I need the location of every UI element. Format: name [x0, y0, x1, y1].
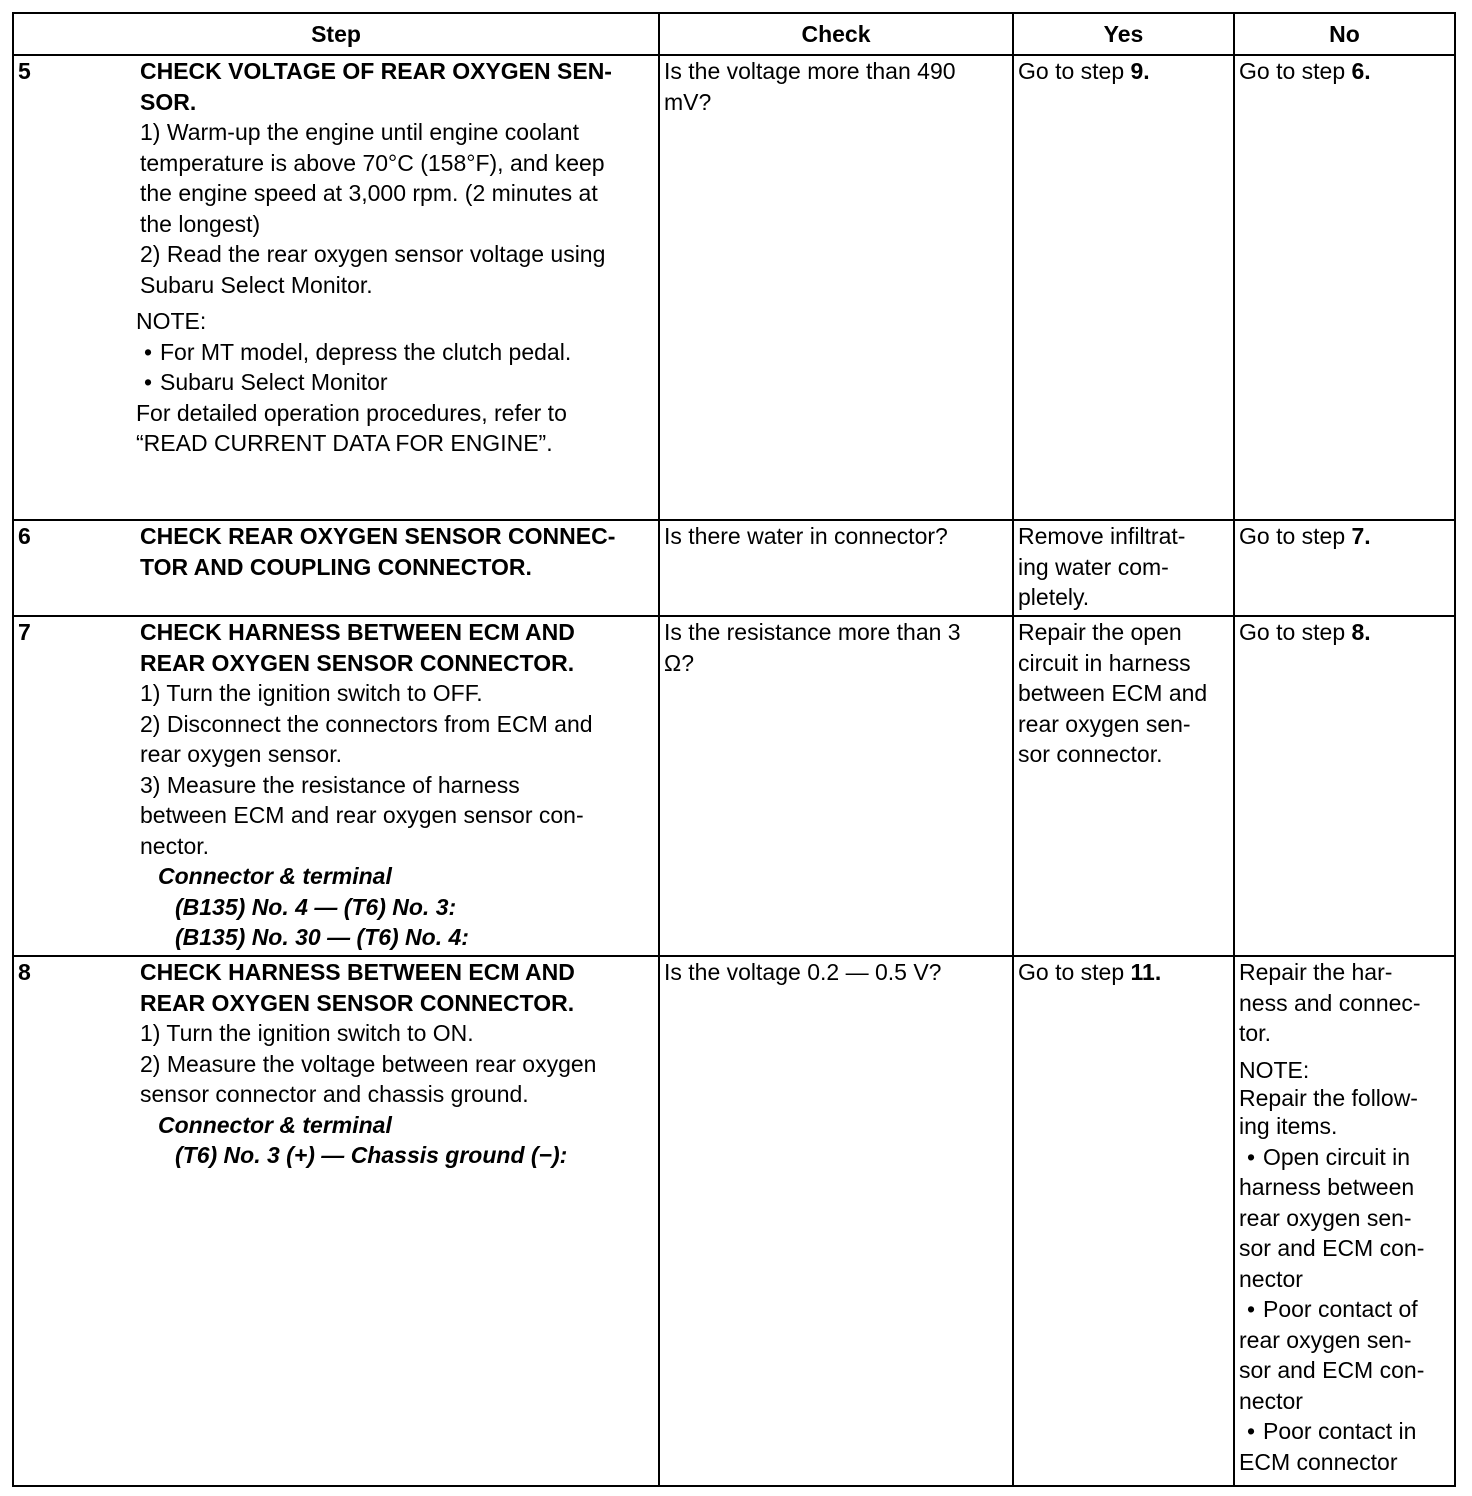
- bullet-text: Subaru Select Monitor: [160, 369, 388, 395]
- bullet-text: sor and ECM con-: [1239, 1357, 1425, 1383]
- check-cell: [659, 55, 1013, 520]
- bullet-text: ECM connector: [1239, 1448, 1398, 1475]
- yes-text: between ECM and: [1018, 680, 1208, 706]
- yes-text: circuit in harness: [1018, 649, 1191, 676]
- diagnostic-table: [12, 12, 1456, 1487]
- bullet-text: sor and ECM con-: [1239, 1235, 1425, 1261]
- yes-cell: [1013, 956, 1234, 1486]
- spec-heading: Connector & terminal: [158, 863, 392, 889]
- spec-line: (T6) No. 3 (+) — Chassis ground (−):: [175, 1142, 568, 1168]
- step-number: 8: [13, 956, 136, 1486]
- yes-cell: [1013, 616, 1234, 956]
- note-heading: NOTE:: [136, 308, 207, 334]
- bullet-mark: •: [1246, 1418, 1256, 1444]
- no-step-ref: 7.: [1351, 523, 1371, 549]
- bullet-mark: •: [1246, 1143, 1256, 1170]
- step-title: SOR.: [140, 88, 197, 115]
- yes-text: rear oxygen sen-: [1018, 710, 1191, 737]
- step-title: TOR AND COUPLING CONNECTOR.: [140, 553, 532, 580]
- note-bullet: [1239, 1294, 1450, 1325]
- step-title: CHECK REAR OXYGEN SENSOR CONNEC-: [140, 523, 616, 549]
- step-number: 6: [13, 520, 136, 616]
- no-text: Go to step: [1239, 523, 1352, 549]
- note-text: For detailed operation procedures, refer to: [136, 399, 567, 426]
- step-text: nector.: [140, 832, 210, 859]
- bullet-text: For MT model, depress the clutch pedal.: [160, 338, 572, 365]
- bullet-mark: •: [143, 338, 153, 365]
- no-text: Go to step: [1239, 619, 1352, 645]
- spec-line: (B135) No. 30 — (T6) No. 4:: [175, 924, 469, 950]
- spec-heading: Connector & terminal: [158, 1111, 392, 1138]
- no-text: tor.: [1239, 1020, 1271, 1046]
- check-text: Is the voltage more than 490: [664, 58, 956, 84]
- note-text: Repair the follow-: [1239, 1085, 1418, 1111]
- no-cell: [1234, 520, 1455, 616]
- header-check: Check: [659, 13, 1013, 55]
- check-text: mV?: [664, 88, 712, 115]
- no-text: Go to step: [1239, 58, 1352, 84]
- step-title: CHECK VOLTAGE OF REAR OXYGEN SEN-: [140, 58, 612, 84]
- bullet-text: Open circuit in: [1263, 1143, 1411, 1170]
- step-text: 1) Turn the ignition switch to OFF.: [140, 680, 483, 706]
- yes-text: Go to step: [1018, 959, 1131, 985]
- bullet-text: Poor contact in: [1263, 1418, 1417, 1444]
- no-cell: [1234, 55, 1455, 520]
- step-text: 1) Turn the ignition switch to ON.: [140, 1020, 474, 1046]
- no-text: ness and connec-: [1239, 989, 1421, 1016]
- check-text: Is the voltage 0.2 — 0.5 V?: [664, 959, 942, 985]
- step-description: [136, 956, 659, 1486]
- check-text: Is there water in connector?: [664, 523, 948, 549]
- step-text: the longest): [140, 210, 261, 237]
- note-text: “READ CURRENT DATA FOR ENGINE”.: [136, 430, 553, 456]
- no-step-ref: 8.: [1351, 619, 1371, 645]
- step-text: rear oxygen sensor.: [140, 741, 343, 767]
- no-cell: [1234, 956, 1455, 1486]
- step-text: 3) Measure the resistance of harness: [140, 771, 520, 798]
- step-text: the engine speed at 3,000 rpm. (2 minutes at: [140, 180, 598, 206]
- bullet-text: nector: [1239, 1387, 1303, 1414]
- yes-step-ref: 11.: [1130, 959, 1162, 985]
- header-yes: Yes: [1013, 13, 1234, 55]
- step-text: temperature is above 70°C (158°F), and keep: [140, 149, 605, 176]
- step-text: sensor connector and chassis ground.: [140, 1081, 529, 1107]
- step-number: 5: [13, 55, 136, 520]
- check-text: Ω?: [664, 649, 694, 676]
- bullet-text: rear oxygen sen-: [1239, 1204, 1412, 1231]
- yes-cell: [1013, 520, 1234, 616]
- step-text: between ECM and rear oxygen sensor con-: [140, 802, 584, 828]
- no-cell: [1234, 616, 1455, 956]
- step-title: CHECK HARNESS BETWEEN ECM AND: [140, 619, 575, 645]
- table-row: [13, 55, 1455, 520]
- step-text: 2) Read the rear oxygen sensor voltage using: [140, 241, 606, 267]
- table-row: [13, 520, 1455, 616]
- no-step-ref: 6.: [1351, 58, 1371, 84]
- bullet-text: rear oxygen sen-: [1239, 1326, 1412, 1353]
- table-row: [13, 956, 1455, 1486]
- step-title: CHECK HARNESS BETWEEN ECM AND: [140, 959, 575, 985]
- step-description: [136, 520, 659, 616]
- yes-text: Remove infiltrat-: [1018, 523, 1186, 549]
- yes-cell: [1013, 55, 1234, 520]
- note-bullet: [136, 337, 654, 368]
- step-text: 2) Measure the voltage between rear oxygen: [140, 1050, 597, 1077]
- spec-line: (B135) No. 4 — (T6) No. 3:: [175, 893, 457, 920]
- check-text: Is the resistance more than 3: [664, 619, 961, 645]
- step-description: [136, 616, 659, 956]
- table-row: [13, 616, 1455, 956]
- yes-text: ing water com-: [1018, 553, 1169, 580]
- step-title: REAR OXYGEN SENSOR CONNECTOR.: [140, 989, 575, 1016]
- step-text: Subaru Select Monitor.: [140, 271, 373, 298]
- header-step: Step: [13, 13, 659, 55]
- note-heading: NOTE:: [1239, 1056, 1310, 1083]
- yes-text: Go to step: [1018, 58, 1131, 84]
- check-cell: [659, 956, 1013, 1486]
- bullet-text: Poor contact of: [1263, 1296, 1418, 1322]
- note-bullet: [1239, 1416, 1450, 1447]
- yes-step-ref: 9.: [1130, 58, 1150, 84]
- step-text: 1) Warm-up the engine until engine coolant: [140, 119, 579, 145]
- check-cell: [659, 520, 1013, 616]
- yes-text: Repair the open: [1018, 619, 1182, 645]
- note-bullet: [1239, 1142, 1450, 1173]
- bullet-text: nector: [1239, 1265, 1303, 1292]
- step-number: 7: [13, 616, 136, 956]
- note-bullet: [136, 367, 654, 398]
- header-row: [13, 13, 1455, 55]
- bullet-mark: •: [1246, 1296, 1256, 1322]
- yes-text: sor connector.: [1018, 741, 1163, 767]
- step-description: [136, 55, 659, 520]
- bullet-text: harness between: [1239, 1174, 1415, 1200]
- bullet-mark: •: [143, 369, 153, 395]
- step-title: REAR OXYGEN SENSOR CONNECTOR.: [140, 649, 575, 676]
- no-text: Repair the har-: [1239, 959, 1393, 985]
- note-text: ing items.: [1239, 1113, 1338, 1139]
- check-cell: [659, 616, 1013, 956]
- yes-text: pletely.: [1018, 584, 1090, 610]
- header-no: No: [1234, 13, 1455, 55]
- step-text: 2) Disconnect the connectors from ECM and: [140, 710, 593, 737]
